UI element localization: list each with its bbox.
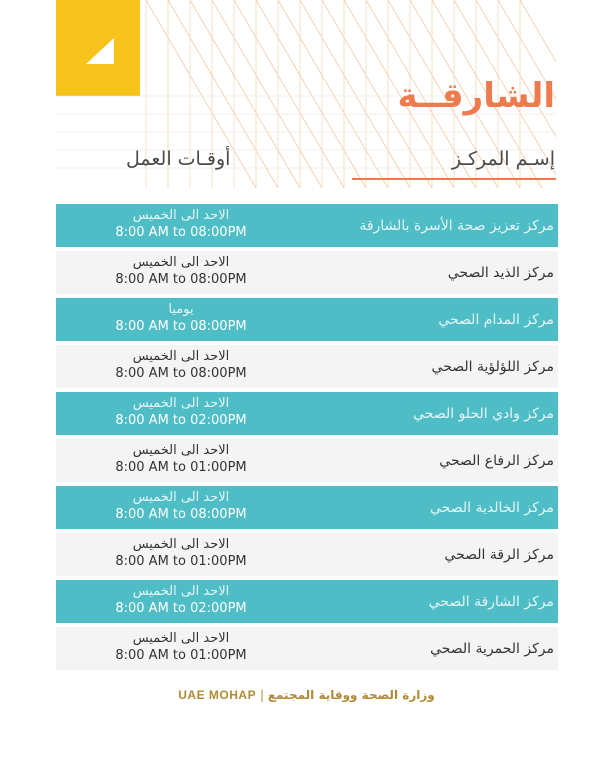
working-days: الاحد الى الخميس [132, 443, 230, 458]
working-hours [96, 301, 266, 335]
working-time: 8:00 AM to 02:00PM [115, 601, 247, 616]
working-hours [96, 348, 266, 382]
page-title: الشارقــة [397, 76, 555, 116]
footer-separator: | [259, 688, 264, 702]
header-underline [352, 178, 556, 180]
center-name: مركز المدام الصحي [438, 311, 554, 328]
center-name: مركز الرفاع الصحي [439, 452, 554, 469]
center-name: مركز الذيد الصحي [447, 264, 554, 281]
working-hours [96, 536, 266, 570]
table-row [56, 251, 558, 294]
column-header-hours: أوقـات العمل [126, 148, 231, 170]
footer [0, 688, 613, 702]
table-row [56, 533, 558, 576]
table-row [56, 345, 558, 388]
working-hours [96, 583, 266, 617]
footer-org-en: UAE MOHAP [178, 688, 257, 702]
working-time: 8:00 AM to 01:00PM [115, 460, 247, 475]
working-time: 8:00 AM to 08:00PM [115, 507, 247, 522]
working-time: 8:00 AM to 01:00PM [115, 554, 247, 569]
table-row [56, 627, 558, 670]
working-hours [96, 489, 266, 523]
table-row [56, 580, 558, 623]
center-name: مركز الرقة الصحي [444, 546, 554, 563]
table-row [56, 298, 558, 341]
working-days: الاحد الى الخميس [132, 537, 230, 552]
working-days: الاحد الى الخميس [132, 631, 230, 646]
working-hours [96, 395, 266, 429]
working-time: 8:00 AM to 08:00PM [115, 319, 247, 334]
working-days: الاحد الى الخميس [132, 490, 230, 505]
center-name: مركز الخالدية الصحي [430, 499, 554, 516]
table-row [56, 392, 558, 435]
working-time: 8:00 AM to 01:00PM [115, 648, 247, 663]
center-name: مركز الشارقة الصحي [428, 593, 554, 610]
center-name: مركز الحمرية الصحي [430, 640, 554, 657]
centers-table [56, 204, 558, 674]
working-hours [96, 207, 266, 241]
working-days: الاحد الى الخميس [132, 208, 230, 223]
working-days: يوميا [168, 302, 194, 317]
working-hours [96, 442, 266, 476]
working-days: الاحد الى الخميس [132, 396, 230, 411]
working-days: الاحد الى الخميس [132, 584, 230, 599]
working-days: الاحد الى الخميس [132, 349, 230, 364]
table-row [56, 204, 558, 247]
center-name: مركز تعزيز صحة الأسرة بالشارقة [359, 217, 554, 234]
working-time: 8:00 AM to 08:00PM [115, 272, 247, 287]
center-name: مركز وادي الحلو الصحي [413, 405, 554, 422]
working-hours [96, 254, 266, 288]
working-hours [96, 630, 266, 664]
table-row [56, 439, 558, 482]
column-header-center: إسـم المركـز [451, 148, 555, 170]
working-days: الاحد الى الخميس [132, 255, 230, 270]
footer-org-ar: وزارة الصحة ووقاية المجتمع [267, 688, 435, 702]
center-name: مركز اللؤلؤية الصحي [431, 358, 554, 375]
working-time: 8:00 AM to 08:00PM [115, 225, 247, 240]
working-time: 8:00 AM to 02:00PM [115, 413, 247, 428]
table-row [56, 486, 558, 529]
working-time: 8:00 AM to 08:00PM [115, 366, 247, 381]
